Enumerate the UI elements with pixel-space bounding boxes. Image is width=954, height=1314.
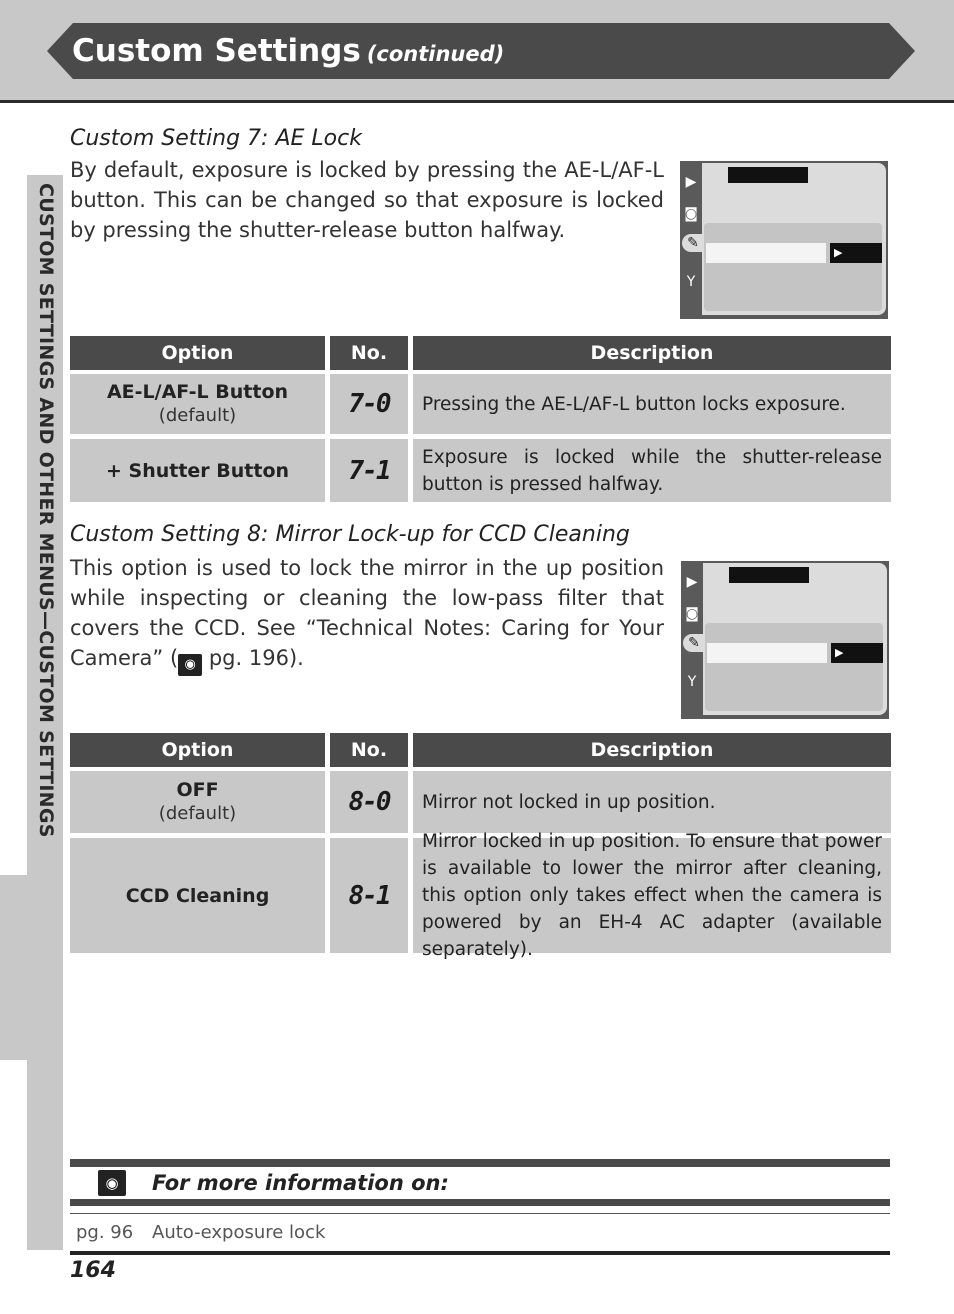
table-header-option: Option [70,733,325,767]
table-row [70,771,325,833]
reference-icon: ◉ [178,654,202,676]
option-description-cell [413,831,891,960]
lcd-selected-row [707,643,827,663]
lcd-titlebar [728,167,808,183]
side-tab-lower [27,1058,63,1250]
lcd-titlebar [729,567,809,583]
info-box-top-rule [70,1159,890,1167]
option-number-cell [330,771,408,833]
table-row [70,439,325,502]
option-default: (default) [158,803,237,824]
option-default: (default) [158,405,237,426]
option-number-cell [330,439,408,502]
side-tab-label: CUSTOM SETTINGS AND OTHER MENUS—CUSTOM SETTINGS [35,183,57,838]
page-title: Custom Settings (continued) [72,33,505,69]
section8-body: This option is used to lock the mirror in the up position while inspecting or cleaning the low-pass filter that covers the CCD. See “Technical Notes: Caring for Your Camera” ( ◉ pg. 196). [70,553,664,676]
info-box-title: For more information on: [152,1171,449,1195]
option-name: + Shutter Button [105,459,290,482]
pencil-icon: ✎ [682,234,704,252]
option-number: 8-1 [348,880,390,911]
option-name: AE-L/AF-L Button [106,381,289,403]
section7-body: By default, exposure is locked by pressing the AE-L/AF-L button. This can be changed so that exposure is locked by pressing the shutter-release button halfway. [70,158,664,242]
lcd-selected-row [706,243,826,263]
option-number-cell [330,374,408,434]
table-row [70,838,325,953]
page-number: 164 [70,1258,116,1283]
option-number: 7-1 [348,455,390,486]
option-name: OFF [176,779,219,801]
table-header-description: Description [413,733,891,767]
section8-heading: Custom Setting 8: Mirror Lock-up for CCD Cleaning [70,522,630,547]
play-icon: ▶ [685,174,697,190]
section7-heading: Custom Setting 7: AE Lock [70,126,362,151]
table-header-no: No. [330,336,408,370]
play-icon: ▶ [686,574,698,590]
option-description-cell [413,439,891,502]
camera-icon: ◙ [684,206,698,222]
reference-topic: Auto-exposure lock [152,1222,326,1243]
option-name: CCD Cleaning [125,884,270,907]
lcd-arrow-icon: ▶ [831,643,883,663]
page-subtitle: (continued) [366,42,505,66]
table-row [70,374,325,434]
reference-icon: ◉ [98,1170,126,1196]
table-header-description: Description [413,336,891,370]
lcd-screen [703,563,887,715]
option-description-cell [413,771,891,833]
lcd-panel [704,223,882,311]
option-number: 7-0 [348,389,390,419]
option-number: 8-0 [348,787,390,817]
lcd-menu-illustration [681,561,889,719]
info-box-thin-rule [70,1213,890,1214]
pencil-icon: ✎ [683,634,705,652]
option-number-cell [330,838,408,953]
list-item [76,1218,325,1248]
camera-icon: ◙ [685,606,699,622]
lcd-screen [702,163,886,315]
lcd-panel [705,623,883,711]
table-header-option: Option [70,336,325,370]
table-header-no: No. [330,733,408,767]
info-box-header [70,1167,890,1199]
option-description: Mirror not locked in up position. [422,791,716,813]
option-description: Pressing the AE-L/AF-L button locks exposure. [422,393,846,415]
option-description-cell [413,374,891,434]
option-description: Exposure is locked while the shutter-release button is pressed halfway. [422,446,882,495]
info-box-bottom-rule [70,1251,890,1255]
wrench-icon: Y [686,274,696,290]
lcd-menu-illustration [680,161,888,319]
reference-page: pg. 96 [76,1222,134,1243]
lcd-arrow-icon: ▶ [830,243,882,263]
wrench-icon: Y [687,674,697,690]
option-description: Mirror locked in up position. To ensure that power is available to lower the mirror after cleaning, this option only takes effect when the camera is powered by an EH-4 AC adapter (available separately). [422,831,882,960]
info-box-mid-rule [70,1199,890,1206]
